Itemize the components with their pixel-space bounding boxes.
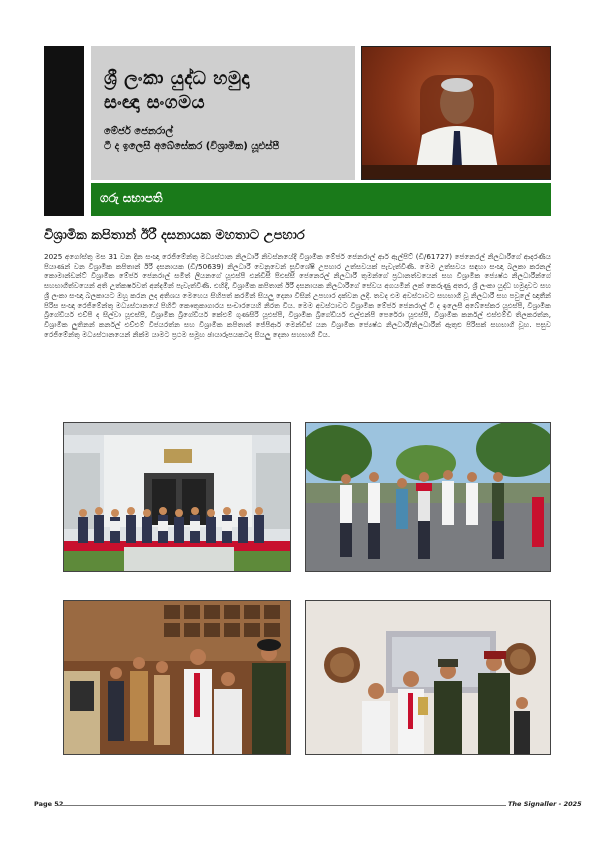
president-portrait [361,46,551,180]
header-title-panel [91,46,355,180]
publication-name: The Signaller - 2025 [508,800,582,808]
presentation-photo [305,600,551,755]
president-name: ටී ද ඉලෙසී අබේසේකර (විශ්‍රාමික) යූඑස්පී [104,141,280,152]
association-title-line2: සංඥා සංගමය [104,92,206,113]
section-label: ගරු සභාපති [100,191,163,205]
president-rank: මේජර් ජෙනරාල් [104,126,173,137]
procession-photo [305,422,551,572]
association-title-line1: ශ්‍රී ලංකා යුද්ධ හමුදා [104,68,250,89]
page-number: Page 52 [34,800,64,808]
article-body: 2025 අගෝස්තු මස 31 වන දින සංඥා රෙජිමේන්තු මධ්‍යස්ථාන නිලධාරී නිවස්නයේදී විශ්‍රාමික මේජර් ජෙනරාල් ආර් ඇල්පිට් (ඩී/61727) ජෙනෙරල් නිලධාරීගේ ආදරණීය පියාණන් වන විශ්‍රාමික කපිතාන් ඊරී දසනායක (ඩී/50639) නිලධාරී වෙනුවෙන් සුවිශේෂී උපහාර උත්සවයක් පැවැත්විණි. මෙම උත්සවය සඳහා සංඥා බලකා කරනල් කොමාන්ඩන්ට් විශ්‍රාමික මේජර් ජෙනරාල් සමිත් ලියනගේ යූඑස්පී එන්ඩීසී පීඑස්සී ජෙනෙරල් නිලධාරී තුමන්ගේ ප්‍රධානත්වයෙන් සහ විශ්‍රාමික ජ්‍යෙෂ්ඨ නිලධාරීන්ගේ සහභාගීත්වයෙන් අති උත්කර්ෂවත් අන්දමින් පැවැත්විණි. එහිදී, විශ්‍රාමික කපිතාන් ඊරී දසනායක නිලධාරීගේ සේවය අගයමින් ලක් කෙරුණු අතර, ශ්‍රී ලංකා යුද්ධ හමුදාවට සහ ශ්‍රී ලංකා සංඥා බලකායට ඔහු කරන ලද අතිශය මෙහෙය සිහිපත් කරමින් සියලු දෙනා විසින් උපහාර දක්වන ලදී. තවද එම අවස්ථාවට සහභාගී වූ නිලධාරී සහ පවුලේ ඥාතීන් පිරිස සංඥා රෙජිමේන්තු මධ්‍යස්ථානයේ පිහිටි කෞතුකාගාරය සංචාරයෙහි නිරත විය. මෙම අවස්ථාවට විශ්‍රාමික මේජර් ජෙනරාල් ටී ද ඉලෙසී අබේසේකර යූඑස්පී, විශ්‍රාමික බ්‍රිගේඩියර් එච්පී ද සිල්වා යූඑස්පී, විශ්‍රාමික බ්‍රිගේඩියර් කේඑම් ගුණසිරි යූඑස්පී, විශ්‍රාමික බ්‍රිගේඩියර් එල්එන්පී පෙරේරා යූඑස්පී, විශ්‍රාමික කර්නල් එස්එම්ඩී තිලකරත්න, විශ්‍රාමික ලුතිනන් කර්නල් එච්එම් විජයරත්න සහ විශ්‍රාමික කපිතාන් ජේපීආර් මෙන්ඩිස් යන විශ්‍රාමික ජ්‍යෙෂ්ඨ නිලධාරී/නිලධාරීන් ඇතුළු පිරිසක් සහභාගී වූහ. පසුව රෙජිමේන්තු මධ්‍යස්ථානයෙන් නික්ම යාමට ප්‍රථම සමූහ ඡායාරූපයකටද සියලු දෙනා සහභාගී විය. [44,252,551,339]
header-accent-bar [44,46,84,216]
museum-visit-photo [63,600,291,755]
footer-rule [56,805,506,806]
article-heading: විශ්‍රාමික කපිතාන් ඊරී දසනායක මහතාට උපහාර [44,228,305,243]
group-photo [63,422,291,572]
